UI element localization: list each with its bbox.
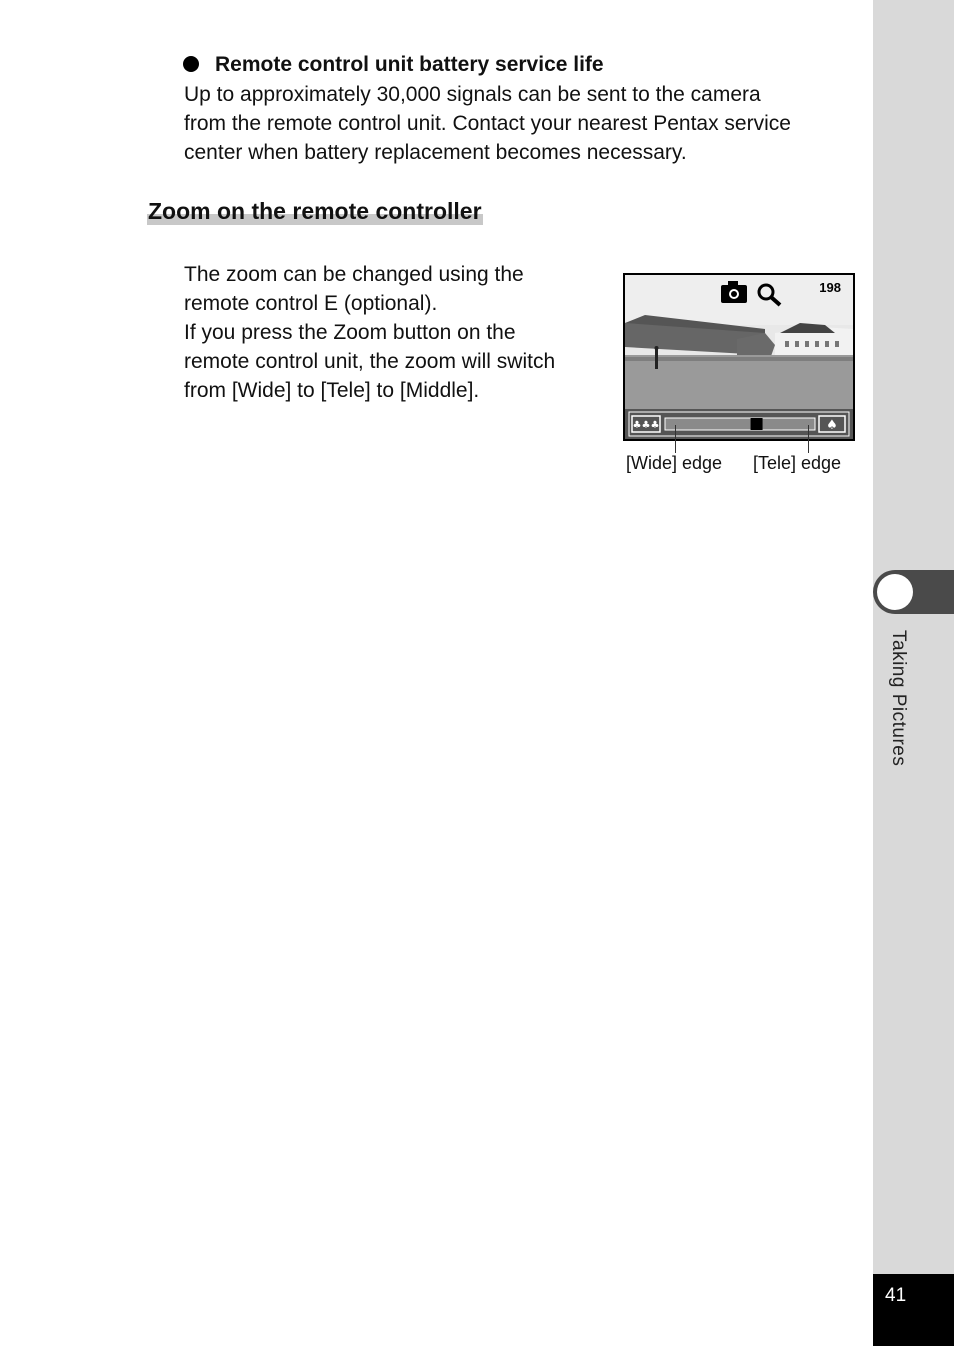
chapter-sidebar <box>873 0 954 1346</box>
zoom-heading: Zoom on the remote controller <box>148 198 482 224</box>
zoom-line: remote control unit, the zoom will switch <box>184 350 556 373</box>
shot-count: 198 <box>819 280 841 295</box>
tele-edge-label: [Tele] edge <box>753 453 842 473</box>
ground <box>625 355 853 409</box>
zoom-line: remote control E (optional). <box>184 292 438 315</box>
battery-paragraph <box>184 80 791 167</box>
wide-edge-label: [Wide] edge <box>626 453 723 473</box>
camera-icon-top <box>728 281 738 287</box>
chapter-label: Taking Pictures <box>888 630 909 767</box>
page-number: 41 <box>885 1285 907 1306</box>
battery-line: Up to approximately 30,000 signals can be sent to the camera <box>184 83 761 106</box>
person-head <box>655 346 659 350</box>
battery-title <box>183 53 604 77</box>
battery-line: from the remote control unit. Contact your nearest Pentax service <box>184 112 791 135</box>
zoom-line: If you press the Zoom button on the <box>184 321 516 344</box>
wide-leader-line <box>675 425 676 453</box>
zoom-indicator <box>751 418 763 430</box>
zoom-line: The zoom can be changed using the <box>184 263 524 286</box>
chapter-circle-icon <box>877 574 913 610</box>
bullet-icon <box>183 56 199 72</box>
battery-line: center when battery replacement becomes necessary. <box>184 141 687 164</box>
wide-trees-glyph: ♣♣♣ <box>632 420 660 431</box>
zoom-line: from [Wide] to [Tele] to [Middle]. <box>184 379 480 402</box>
lcd-scene <box>625 275 853 439</box>
zoom-track <box>665 418 815 430</box>
tele-leader-line <box>808 425 809 453</box>
zoom-paragraph <box>184 260 555 405</box>
person <box>655 349 658 369</box>
ground-shadow <box>625 357 853 361</box>
camera-lens-inner <box>731 291 737 297</box>
battery-title-text: Remote control unit battery service life <box>215 53 604 76</box>
tele-tree-glyph: ♠ <box>826 418 838 433</box>
camera-lcd-screen <box>623 273 855 441</box>
